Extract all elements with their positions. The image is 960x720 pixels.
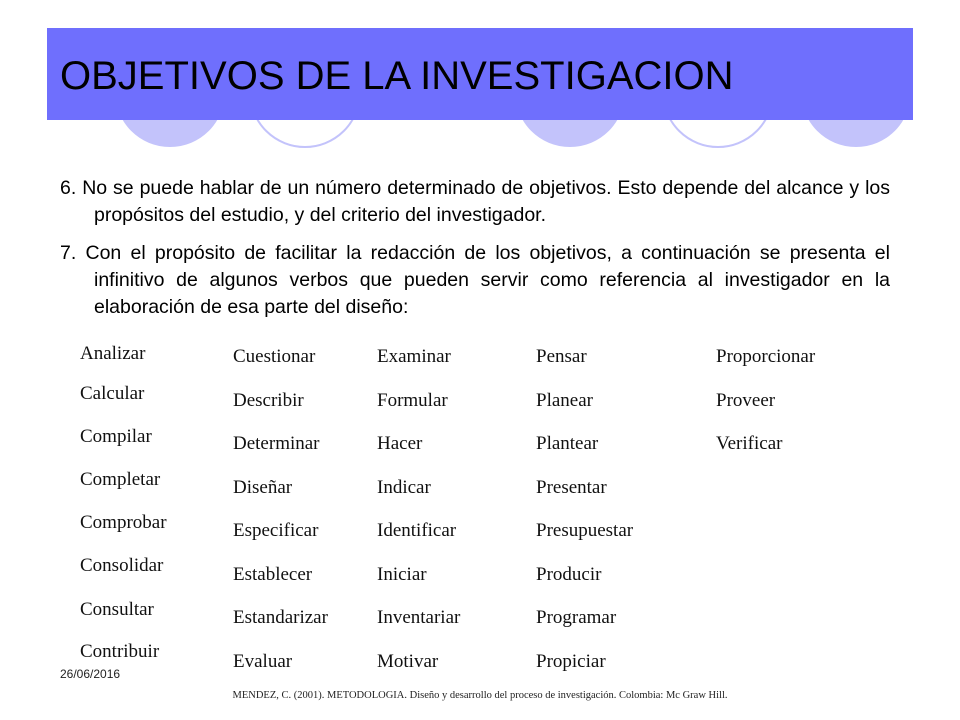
verb: Contribuir (80, 641, 160, 662)
verb: Estandarizar (233, 607, 328, 628)
verb: Comprobar (80, 512, 167, 533)
slide-title: OBJETIVOS DE LA INVESTIGACION (60, 54, 734, 98)
verb: Compilar (80, 426, 152, 447)
verb: Cuestionar (233, 346, 316, 367)
verb: Consultar (80, 599, 154, 620)
verb: Programar (536, 607, 617, 628)
verb: Producir (536, 564, 602, 585)
verb: Pensar (536, 346, 587, 367)
verb: Hacer (377, 433, 423, 454)
verb: Formular (377, 390, 448, 411)
verb: Presentar (536, 477, 607, 498)
citation: MENDEZ, C. (2001). METODOLOGIA. Diseño y desarrollo del proceso de investigación. Colombia: Mc Graw Hill. (232, 690, 728, 701)
verb: Motivar (377, 651, 439, 672)
verb: Identificar (377, 520, 457, 541)
verb: Completar (80, 469, 161, 490)
verb: Establecer (233, 564, 313, 585)
verb: Planear (536, 390, 593, 411)
verb: Examinar (377, 346, 451, 367)
verb: Inventariar (377, 607, 461, 628)
verb: Iniciar (377, 564, 427, 585)
verb: Indicar (377, 477, 431, 498)
verb: Consolidar (80, 555, 164, 576)
verb: Presupuestar (536, 520, 634, 541)
verb: Proporcionar (716, 346, 816, 367)
verb: Calcular (80, 383, 145, 404)
verb: Verificar (716, 433, 783, 454)
verb: Plantear (536, 433, 599, 454)
verb: Evaluar (233, 651, 293, 672)
verb: Diseñar (233, 477, 293, 498)
slide-date: 26/06/2016 (60, 667, 121, 681)
verb: Especificar (233, 520, 319, 541)
verb: Proveer (716, 390, 776, 411)
verb: Describir (233, 390, 304, 411)
paragraph-6: 6. No se puede hablar de un número determinado de objetivos. Esto depende del alcance y los propósitos del estudio, y del criterio del investigador. (60, 177, 890, 226)
verb: Propiciar (536, 651, 606, 672)
paragraph-7: 7. Con el propósito de facilitar la redacción de los objetivos, a continuación se presenta el infinitivo de algunos verbos que pueden servir como referencia al investigador en la elaboración de esa parte del diseño: (60, 242, 890, 318)
verb: Determinar (233, 433, 320, 454)
verb: Analizar (80, 343, 146, 364)
